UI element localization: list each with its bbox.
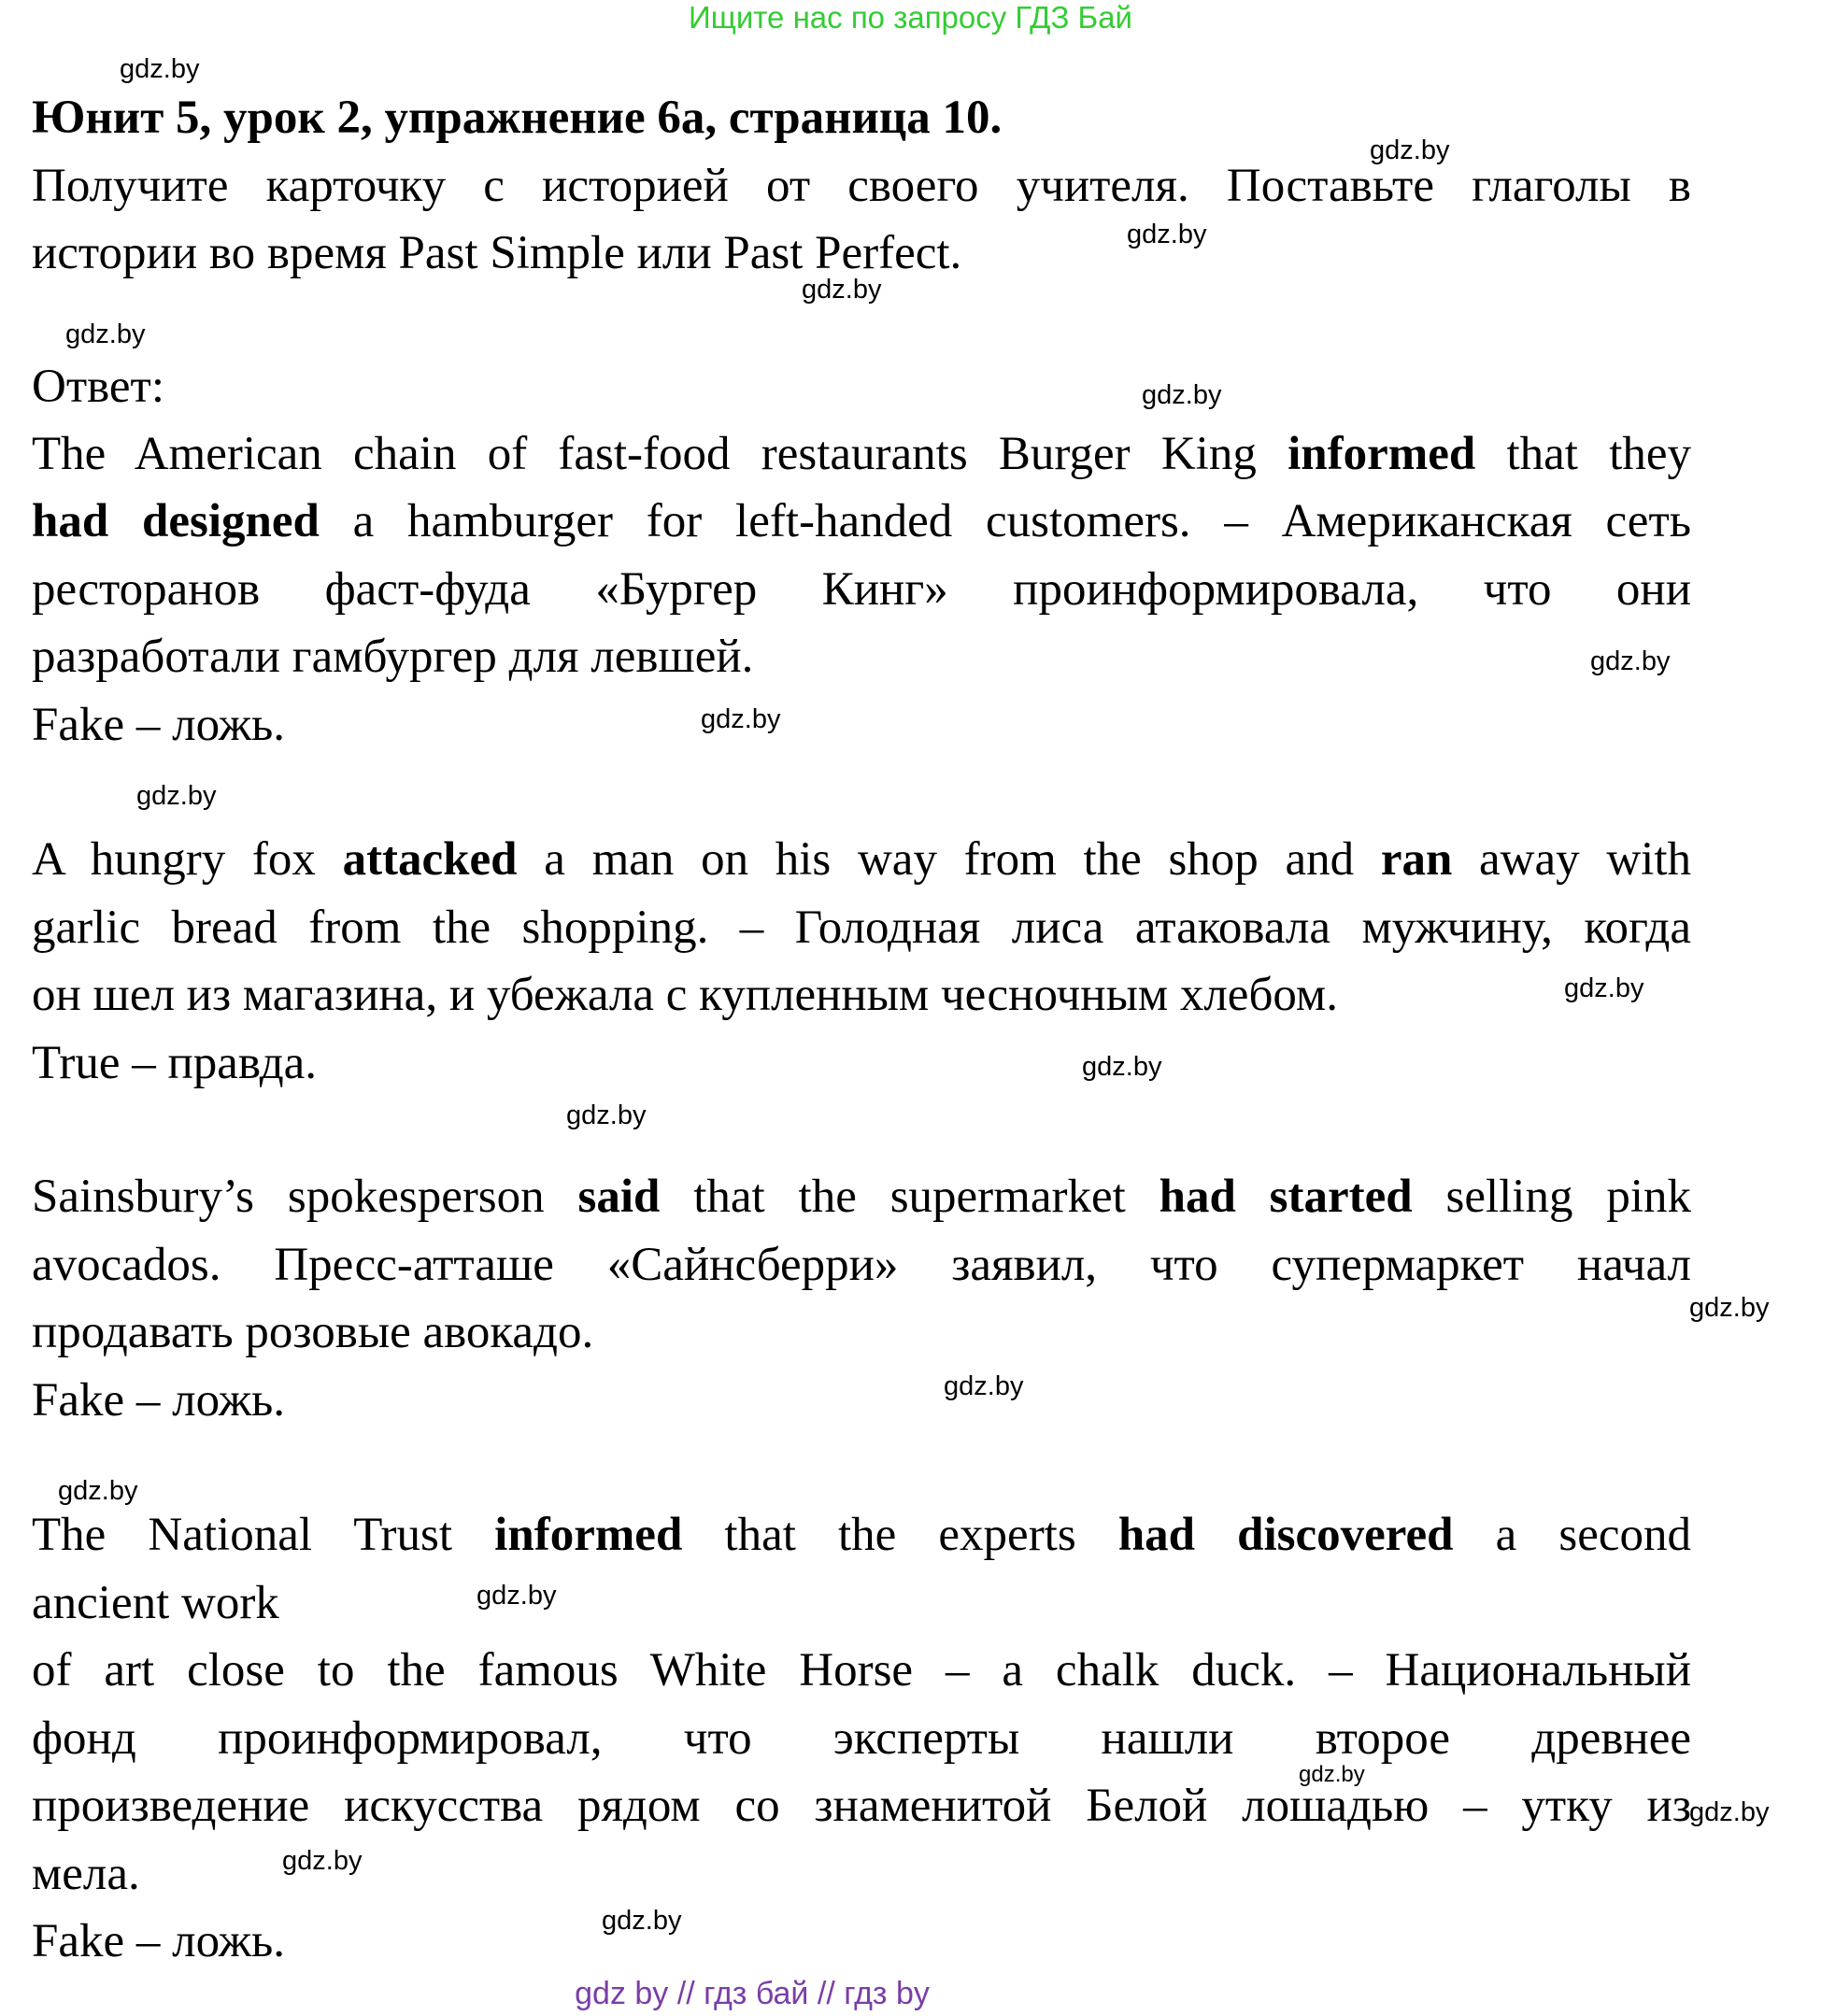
task-text-line: Получите карточку с историей от своего учителя. Поставьте глаголы в — [32, 160, 1691, 212]
answer-item-line: had designed a hamburger for left-handed customers. – Американская сеть — [32, 495, 1691, 547]
watermark: gdz.by — [566, 1100, 647, 1130]
watermark: gdz.by — [602, 1906, 682, 1936]
watermark: gdz.by — [477, 1581, 557, 1611]
watermark: gdz.by — [1590, 646, 1671, 676]
answer-item-line: garlic bread from the shopping. – Голодная лиса атаковала мужчину, когда — [32, 902, 1691, 954]
top-banner: Ищите нас по запросу ГДЗ Бай — [689, 0, 1132, 35]
answer-item-line: он шел из магазина, и убежала с купленным чесночным хлебом. — [32, 969, 1338, 1021]
watermark: gdz.by — [1082, 1052, 1162, 1082]
answer-item-line: фонд проинформировал, что эксперты нашли второе древнее — [32, 1712, 1691, 1765]
task-text-line: истории во время Past Simple или Past Perfect. — [32, 227, 962, 279]
watermark: gdz.by — [701, 704, 781, 734]
watermark: gdz.by — [65, 319, 146, 349]
answer-item-line: ресторанов фаст-фуда «Бургер Кинг» проинформировала, что они — [32, 563, 1691, 616]
watermark: gdz.by — [1689, 1293, 1770, 1323]
answer-item-line: A hungry fox attacked a man on his way from the shop and ran away with — [32, 833, 1692, 886]
answer-item-line: The American chain of fast-food restaurants Burger King informed that they — [32, 428, 1692, 480]
answer-item-line: разработали гамбургер для левшей. — [32, 631, 754, 683]
answer-verdict: Fake – ложь. — [32, 1915, 286, 1967]
answer-item-line: произведение искусства рядом со знаменитой Белой лошадью – утку из — [32, 1780, 1691, 1832]
watermark: gdz.by — [1142, 380, 1222, 410]
watermark: gdz.by — [282, 1846, 363, 1876]
answer-item-line: Sainsbury’s spokesperson said that the supermarket had started selling pink — [32, 1171, 1691, 1223]
watermark: gdz.by — [136, 781, 217, 811]
answer-item-line: of art close to the famous White Horse – a chalk duck. – Национальный — [32, 1644, 1691, 1697]
answer-label: Ответ: — [32, 361, 164, 413]
bottom-banner: gdz by // гдз бай // гдз by — [575, 1976, 930, 2011]
answer-item-line: продавать розовые авокадо. — [32, 1306, 594, 1358]
watermark: gdz.by — [944, 1371, 1024, 1401]
page-title: Юнит 5, урок 2, упражнение 6а, страница 10. — [32, 92, 1003, 144]
answer-verdict: True – правда. — [32, 1037, 318, 1089]
answer-verdict: Fake – ложь. — [32, 699, 286, 751]
watermark: gdz.by — [120, 54, 200, 84]
watermark: gdz.by — [802, 275, 882, 305]
answer-item-line: The National Trust informed that the experts had discovered a second — [32, 1509, 1691, 1561]
watermark: gdz.by — [1689, 1797, 1770, 1827]
watermark: gdz.by — [1127, 220, 1207, 249]
watermark: gdz.by — [58, 1476, 138, 1506]
watermark: gdz.by — [1370, 135, 1450, 165]
answer-item-line: avocados. Пресс-атташе «Сайнсберри» заявил, что супермаркет начал — [32, 1239, 1691, 1291]
watermark: gdz.by — [1564, 973, 1644, 1003]
answer-item-line: ancient work — [32, 1577, 279, 1629]
answer-verdict: Fake – ложь. — [32, 1374, 286, 1427]
watermark: gdz.by — [1299, 1762, 1365, 1787]
answer-item-line: мела. — [32, 1848, 140, 1900]
